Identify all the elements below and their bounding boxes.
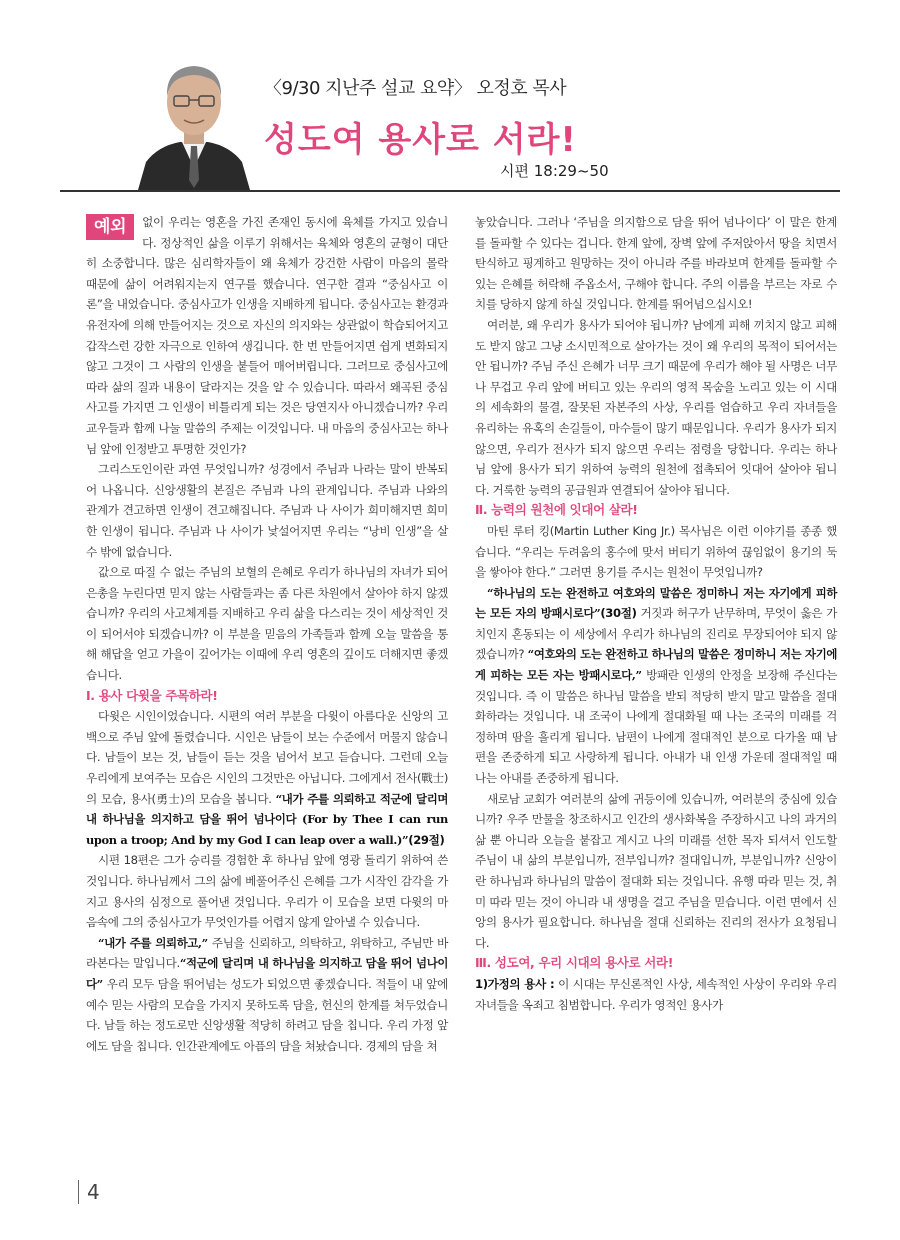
scripture-reference: 시편 18:29~50 (500, 162, 609, 180)
scripture-quote: “내가 주를 의뢰하고,” (98, 935, 208, 950)
paragraph: 값으로 따질 수 없는 주님의 보혈의 은혜로 우리가 하나님의 자녀가 되어 은총을 누린다면 믿지 않는 사람들과는 좀 다른 차원에서 살아야 하지 않겠습니까? 우리의 사고체계를 지배하고 우리 삶을 다스리는 것이 세상적인 것이 되어서야 되겠습니까? 이 부분을 믿음의 가족들과 함께 오늘 말씀을 통해 해답을 얻고 가을이 깊어가는 이때에 우리 영혼의 깊이도 더해지면 좋겠습니다. (86, 565, 448, 683)
paragraph: 놓았습니다. 그러나 ‘주님을 의지함으로 담을 뛰어 넘나이다’ 이 말은 한계를 돌파할 수 있다는 겁니다. 한계 앞에, 장벽 앞에 주저앉아서 땅을 치면서 탄식하고 핑계하고 원망하는 것이 아니라 주를 바라보며 한계를 돌파할 수 있는 은혜를 허락해 주옵소서, 구해야 합니다. 주의 이름을 부르는 자로 수치를 당하지 않게 하실 것입니다. 한계를 뛰어넘으십시오! (475, 215, 837, 312)
left-column (86, 212, 448, 1056)
paragraph: 여러분, 왜 우리가 용사가 되어야 됩니까? 남에게 피해 끼치지 않고 피해도 받지 않고 그냥 소시민적으로 살아가는 것이 왜 우리의 목적이 되어서는 안 됩니까? 주님 주신 은혜가 너무 크기 때문에 우리가 해야 될 사명은 너무나 무겁고 우리 앞에 버티고 있는 우리의 영적 목숨을 노리고 있는 이 시대의 세속화의 물결, 잘못된 자본주의 사상, 우리를 엄습하고 우리 자녀들을 유리하는 유혹의 손길들이, 마수들이 많기 때문입니다. 우리가 용사가 되지 않으면, 우리가 전사가 되지 않으면 우리는 점령을 당합니다. 우리는 하나님 앞에 용사가 되기 위하여 능력의 원천에 접촉되어 잇대어 살아야 됩니다. 거룩한 능력의 공급원과 연결되어 살아야 됩니다. (475, 317, 837, 497)
page-title: 성도여 용사로 서라! (264, 120, 577, 160)
paragraph: 1)가정의 용사 : 이 시대는 무신론적인 사상, 세속적인 사상이 우리와 우리 자녀들을 옥죄고 침범합니다. 우리가 영적인 용사가 (475, 976, 838, 1012)
intro-badge: 예외 (86, 214, 134, 240)
paragraph: 그리스도인이란 과연 무엇입니까? 성경에서 주님과 나라는 말이 반복되어 나옵니다. 신앙생활의 본질은 주님과 나의 관계입니다. 주님과 나와의 관계가 견고하면 인생이 견고해집니다. 주님과 나 사이가 희미해지면 희미한 인생이 됩니다. 주님과 나 사이가 낯설어지면 우리는 “낭비 인생”을 살 수 밖에 없습니다. (86, 462, 448, 559)
scripture-quote: “적군에 달리며 내 하나님을 의지하고 담을 뛰어 넘나이다” (86, 956, 449, 991)
pastor-photo (128, 50, 260, 190)
section-heading-2: Ⅱ. 능력의 원천에 잇대어 살라! (475, 502, 638, 518)
sermon-subtitle: 〈9/30 지난주 설교 요약〉 오정호 목사 (264, 78, 567, 99)
paragraph: “내가 주를 의뢰하고,” 주님을 신뢰하고, 의탁하고, 위탁하고, 주님만 바라본다는 말입니다.“적군에 달리며 내 하나님을 의지하고 담을 뛰어 넘나이다” 우리 모두 담을 뛰어넘는 성도가 되었으면 좋겠습니다. 적들이 내 앞에 예수 믿는 사람의 모습을 가지지 못하도록 담을, 헌신의 한계를 쳐두었습니다. 남들 하는 정도로만 신앙생활 적당히 하려고 담을 칩니다. 우리 가정 앞에도 담을 칩니다. 인간관계에도 아픔의 담을 쳐놨습니다. 경제의 담을 쳐 (86, 935, 449, 1053)
paragraph: 새로남 교회가 여러분의 삶에 귀등이에 있습니까, 여러분의 중심에 있습니까? 우주 만물을 창조하시고 인간의 생사화복을 주장하시고 나의 과거의 삶 뿐 아니라 오늘을 붙잡고 계시고 나의 미래를 선한 목자 되셔서 인도할 주님이 내 삶의 부분입니까, 전부입니까? 절대입니까, 부분입니까? 신앙이란 하나님과 하나님의 말씀이 절대화 되는 것입니다. 유행 따라 믿는 것, 취미 따라 믿는 것이 아니라 내 생명을 걸고 주님을 믿습니다. 이런 면에서 신앙의 용사가 필요합니다. 하나님을 절대 신뢰하는 진리의 전사가 요청됩니다. (475, 791, 837, 950)
paragraph: 시편 18편은 그가 승리를 경험한 후 하나님 앞에 영광 돌리기 위하여 쓴 것입니다. 하나님께서 그의 삶에 베풀어주신 은혜를 그가 시작인 감각을 가지고 용사의 심정으로 풀어낸 것입니다. 우리가 이 모습을 보면 다윗의 마음속에 그의 중심사고가 무엇인가를 어렵지 않게 알아낼 수 있습니다. (86, 853, 448, 930)
section-heading-3: Ⅲ. 성도여, 우리 시대의 용사로 서라! (475, 955, 674, 971)
intro-paragraph: 예외 없이 우리는 영혼을 가진 존재인 동시에 육체를 가지고 있습니다. 정상적인 삶을 이루기 위해서는 육체와 영혼의 균형이 대단히 소중합니다. 많은 심리학자들이 왜 육체가 강건한 사람이 마음의 몰락 때문에 삶이 어려워지는지 연구를 했습니다. 연구한 결과 “중심사고 이론”을 내었습니다. 중심사고가 인생을 지배하게 됩니다. 중심사고는 환경과 유전자에 의해 만들어지는 것으로 자신의 의지와는 상관없이 학습되어지고 갑작스런 강한 자극으로 인하여 생깁니다. 한 번 만들어지면 쉽게 변화되지 않고 그것이 그 사람의 인생을 붙들어 매어버립니다. 그러므로 중심사고에 따라 삶의 질과 내용이 달라지는 것을 알 수 있습니다. 따라서 왜곡된 중심사고를 가지면 그 인생이 비틀리게 되는 것은 당연지사 아니겠습니까? 우리 교우들과 함께 나눌 말씀의 주제는 이것입니다. 내 마음의 중심사고는 하나님 앞에 인정받고 투명한 것인가? (86, 215, 448, 456)
paragraph: “하나님의 도는 완전하고 여호와의 말씀은 정미하니 저는 자기에게 피하는 모든 자의 방패시로다”(30절) 거짓과 허구가 난무하며, 무엇이 옳은 가치인지 혼동되는 이 세상에서 우리가 하나님의 진리로 무장되어야 되지 않겠습니까? “여호와의 도는 완전하고 하나님의 말씀은 정미하니 저는 자기에게 피하는 모든 자는 방패시로다,” 방패란 인생의 안정을 보장해 주신다는 것입니다. 즉 이 말씀은 하나님 말씀을 받되 적당히 받지 말고 말씀을 절대화하라는 것입니다. 내 조국이 나에게 절대화될 때 나는 조국의 미래를 걱정하며 땀을 흘리게 됩니다. 남편이 나에게 절대적인 분으로 다가올 때 남편을 존중하게 되고 사랑하게 됩니다. 아내가 내 인생 가운데 절대적일 때 나는 아내를 존중하게 됩니다. (475, 585, 838, 786)
paragraph: 마틴 루터 킹(Martin Luther King Jr.) 목사님은 이런 이야기를 종종 했습니다. “우리는 두려움의 홍수에 맞서 버티기 위하여 끊임없이 용기의 둑을 쌓아야 한다.” 그러면 용기를 주시는 원천이 무엇입니까? (475, 523, 837, 580)
page-number: 4 (78, 1180, 100, 1204)
header-divider (60, 190, 840, 192)
section-heading-1: Ⅰ. 용사 다윗을 주목하라! (86, 687, 218, 703)
paragraph: 다윗은 시인이었습니다. 시편의 여러 부분을 다윗이 아름다운 신앙의 고백으로 주님 앞에 돌렸습니다. 시인은 남들이 보는 수준에서 머물지 않습니다. 남들이 보는 것, 남들이 듣는 것을 넘어서 보고 듣습니다. 그런데 오늘 우리에게 보여주는 모습은 시인의 그것만은 아닙니다. 그에게서 전사(戰士)의 모습, 용사(勇士)의 모습을 봅니다. “내가 주를 의뢰하고 적군에 달리며 내 하나님을 의지하고 담을 뛰어 넘나이다 (For by Thee I can run upon a troop; And by my God I can leap over a wall.)”(29절) (86, 709, 449, 847)
scripture-quote: “여호와의 도는 완전하고 하나님의 말씀은 정미하니 저는 자기에게 피하는 모든 자는 방패시로다,” (475, 647, 838, 683)
scripture-quote: “내가 주를 의뢰하고 적군에 달리며 내 하나님을 의지하고 담을 뛰어 넘나이다 (For by Thee I can run upon a troop; And by my God I can leap over a wall.)” (86, 791, 449, 847)
scripture-quote: “하나님의 도는 완전하고 여호와의 말씀은 정미하니 저는 자기에게 피하는 모든 자의 방패시로다” (475, 585, 837, 621)
right-column (475, 212, 837, 1015)
